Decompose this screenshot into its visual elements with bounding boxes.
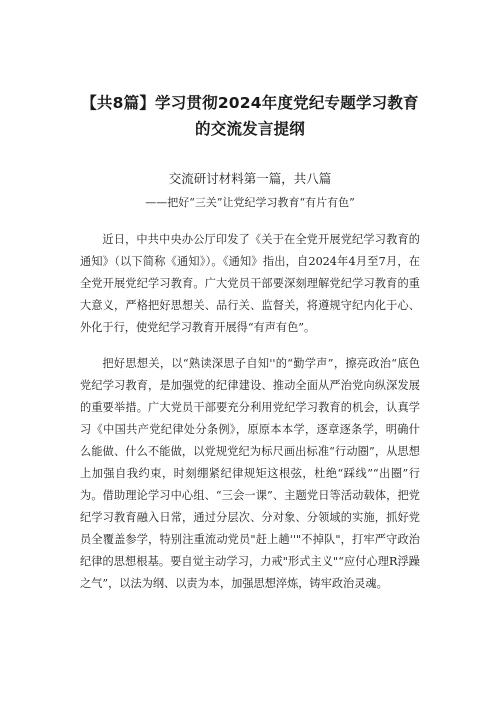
document-title <box>80 0 420 142</box>
body-paragraph: 把好思想关，以“熟读深思子自知''的“勤学声”，擦亮政治“底色党纪学习教育，是加强党的纪律建设、推动全面从严治党向纵深发展的重要举措。广大党员干部要充分利用党纪学习教育的机会，认真学习《中国共产党纪律处分条例》，原原本本学，逐章逐条学，明确什么能做、什么不能做，以党规党纪为标尺画出标准“行动圈”，从思想上加强自我约束，时刻绷紧纪律规矩这根弦，杜绝“踩线”“出圈”行为。借助理论学习中心组、“三会一课”、主题党日等活动载体，把党纪学习教育融入日常，通过分层次、分对象、分领域的实施，抓好党员全覆盖参学，特别注重流动党员"赶上趟''"不掉队"，打牢严守政治纪律的思想根基。要自觉主动学习，力戒"形式主义"“应付心理R浮躁之气”，以法为纲、以责为本，加强思想淬炼，铸牢政治灵魂。 <box>80 357 420 590</box>
body-paragraph: 近日，中共中央办公厅印发了《关于在全党开展党纪学习教育的通知》（以下简称《通知》）。《通知》指出，自2024年4月至7月，在全党开展党纪学习教育。广大党员干部要深刻理解党纪学习教育的重大意义，严格把好思想关、品行关、监督关，将遵规守纪内化于心、外化于行，使党纪学习教育开展得“有声有色”。 <box>80 233 420 334</box>
section-byline: ——把好“三关”让党纪学习教育“有片有色” <box>145 196 355 209</box>
title-line-2: 的交流发言提纲 <box>195 120 305 138</box>
section-subtitle: 交流研讨材料第一篇，共八篇 <box>168 171 332 186</box>
title-line-1: 【共8篇】学习贯彻2024年度党纪专题学习教育 <box>81 94 419 112</box>
